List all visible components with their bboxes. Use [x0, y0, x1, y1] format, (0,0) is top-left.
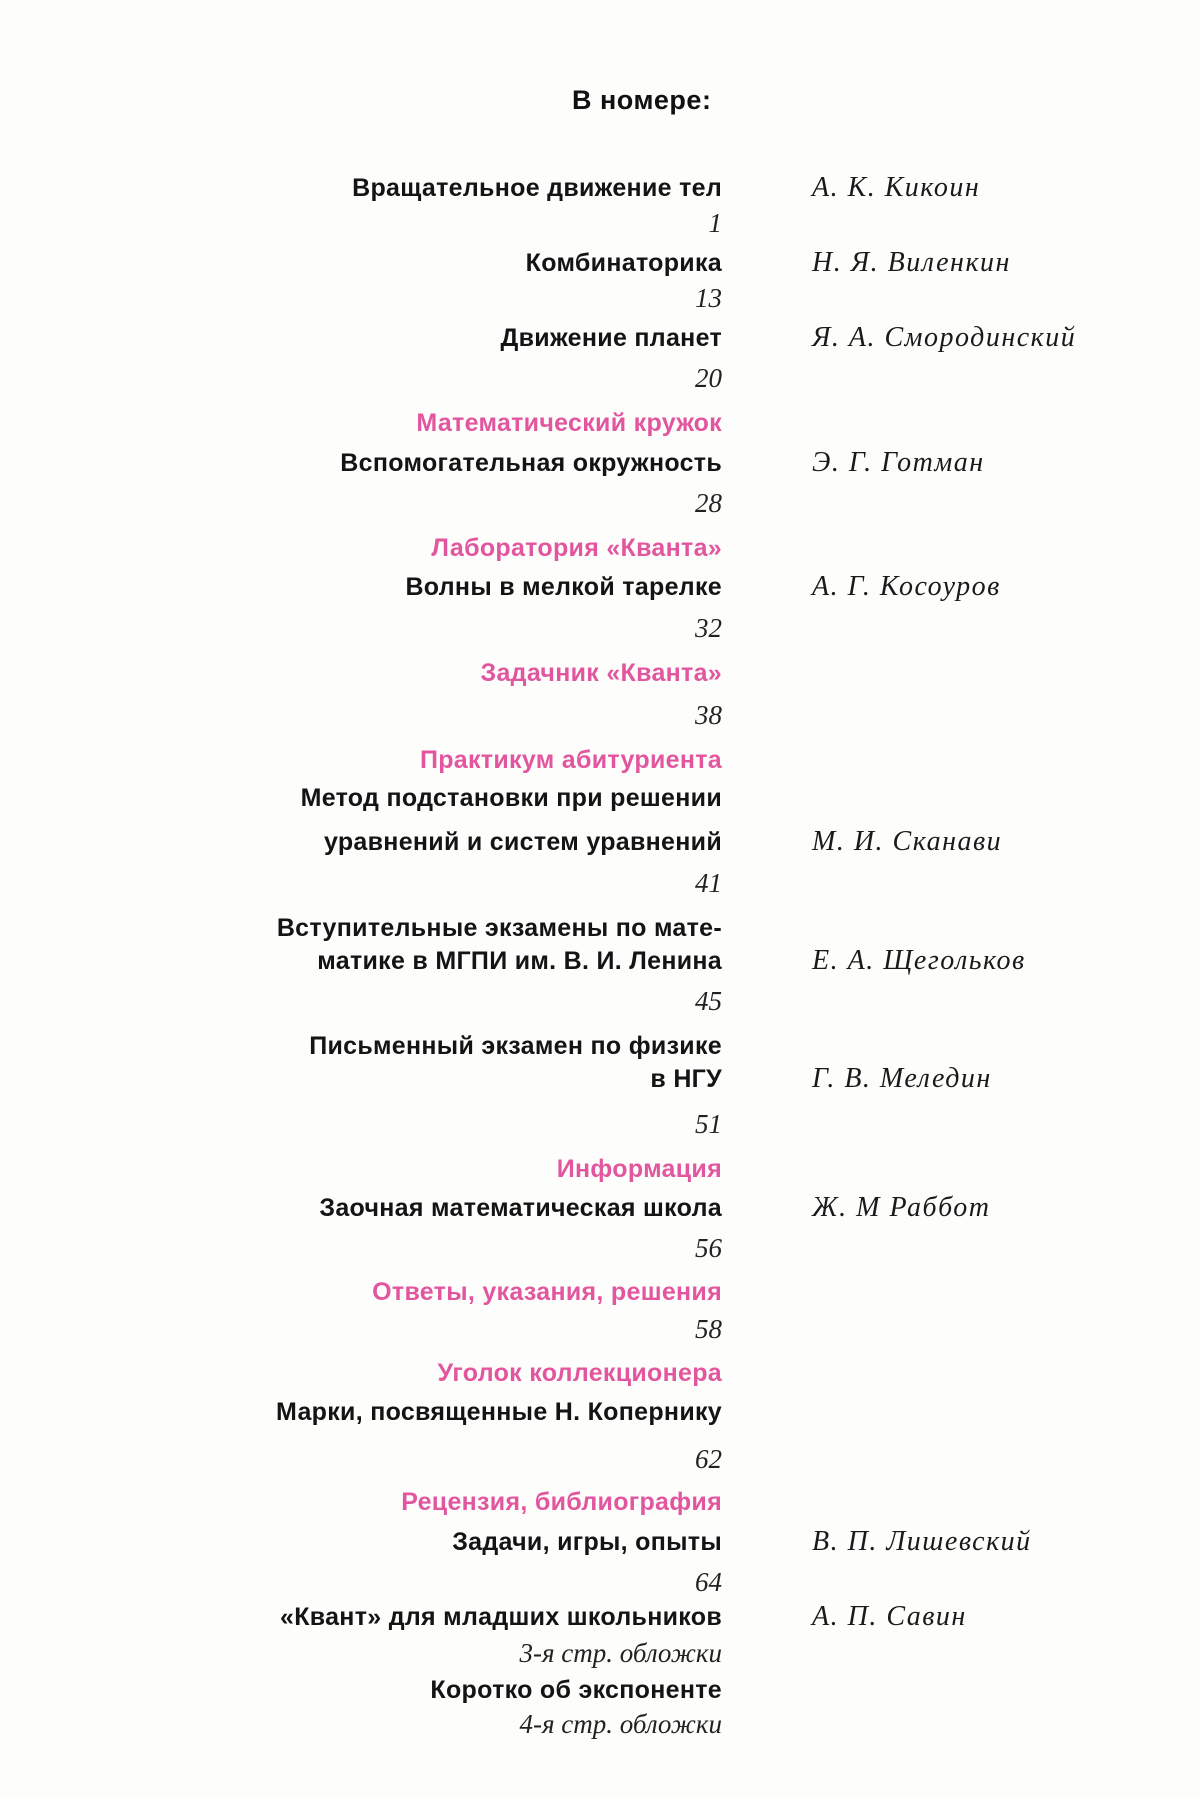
entry-title[interactable]: Движение планет — [500, 324, 722, 352]
entry-title-line-2[interactable]: матике в МГПИ им. В. И. Ленина — [317, 947, 722, 975]
entry-page-number: 20 — [695, 363, 722, 393]
entry-author: А. П. Савин — [812, 1601, 967, 1632]
entry-page-number: 1 — [708, 208, 722, 238]
section-heading: Информация — [556, 1155, 722, 1183]
entry-title[interactable]: «Квант» для младших школьников — [280, 1603, 722, 1631]
entry-title-line-1[interactable]: Письменный экзамен по физике — [309, 1032, 722, 1060]
entry-page-number: 64 — [695, 1567, 722, 1597]
entry-page-number: 32 — [695, 613, 722, 643]
entry-title[interactable]: Вспомогательная окружность — [340, 449, 722, 477]
entry-title-line-2[interactable]: в НГУ — [650, 1065, 722, 1093]
contents-heading: В номере: — [572, 85, 712, 115]
entry-title[interactable]: Комбинаторика — [525, 249, 722, 277]
entry-author: Ж. М Раббот — [812, 1192, 991, 1223]
entry-title[interactable]: Задачи, игры, опыты — [452, 1528, 722, 1556]
entry-author: М. И. Сканави — [812, 826, 1003, 857]
section-heading: Уголок коллекционера — [437, 1359, 722, 1387]
entry-title[interactable]: Волны в мелкой тарелке — [405, 573, 722, 601]
entry-author: А. Г. Косоуров — [812, 571, 1001, 602]
entry-title[interactable]: Марки, посвященные Н. Копернику — [276, 1398, 722, 1426]
entry-author: Я. А. Смородинский — [812, 322, 1077, 353]
entry-author: А. К. Кикоин — [812, 172, 981, 203]
entry-page-number: 45 — [695, 986, 722, 1016]
entry-author: Э. Г. Готман — [812, 447, 985, 478]
section-heading[interactable]: Задачник «Кванта» — [480, 659, 722, 687]
section-heading: Математический кружок — [416, 409, 722, 437]
entry-page-number: 62 — [695, 1444, 722, 1474]
entry-author: Н. Я. Виленкин — [812, 247, 1011, 278]
entry-author: В. П. Лишевский — [812, 1526, 1032, 1557]
entry-page-number: 41 — [695, 868, 722, 898]
entry-title[interactable]: Заочная математическая школа — [319, 1194, 722, 1222]
entry-title[interactable]: Коротко об экспоненте — [430, 1676, 722, 1704]
entry-page-number: 4-я стр. обложки — [519, 1709, 722, 1739]
entry-page-number: 58 — [695, 1314, 722, 1344]
entry-page-number: 13 — [695, 283, 722, 313]
entry-author: Г. В. Меледин — [812, 1063, 992, 1094]
entry-page-number: 28 — [695, 488, 722, 518]
entry-title-line-2[interactable]: уравнений и систем уравнений — [323, 828, 722, 856]
entry-page-number: 51 — [695, 1109, 722, 1139]
entry-author: Е. А. Щегольков — [812, 945, 1026, 976]
section-heading: Лаборатория «Кванта» — [431, 534, 722, 562]
section-heading: Практикум абитуриента — [419, 746, 722, 774]
entry-page-number: 56 — [695, 1233, 722, 1263]
section-heading: Рецензия, библиография — [401, 1488, 722, 1516]
entry-page-number: 38 — [695, 700, 722, 730]
entry-page-number: 3-я стр. обложки — [519, 1638, 722, 1668]
section-heading[interactable]: Ответы, указания, решения — [372, 1278, 722, 1306]
entry-title-line-1[interactable]: Метод подстановки при решении — [300, 784, 722, 812]
entry-title-line-1[interactable]: Вступительные экзамены по мате- — [276, 914, 722, 942]
entry-title[interactable]: Вращательное движение тел — [352, 174, 722, 202]
